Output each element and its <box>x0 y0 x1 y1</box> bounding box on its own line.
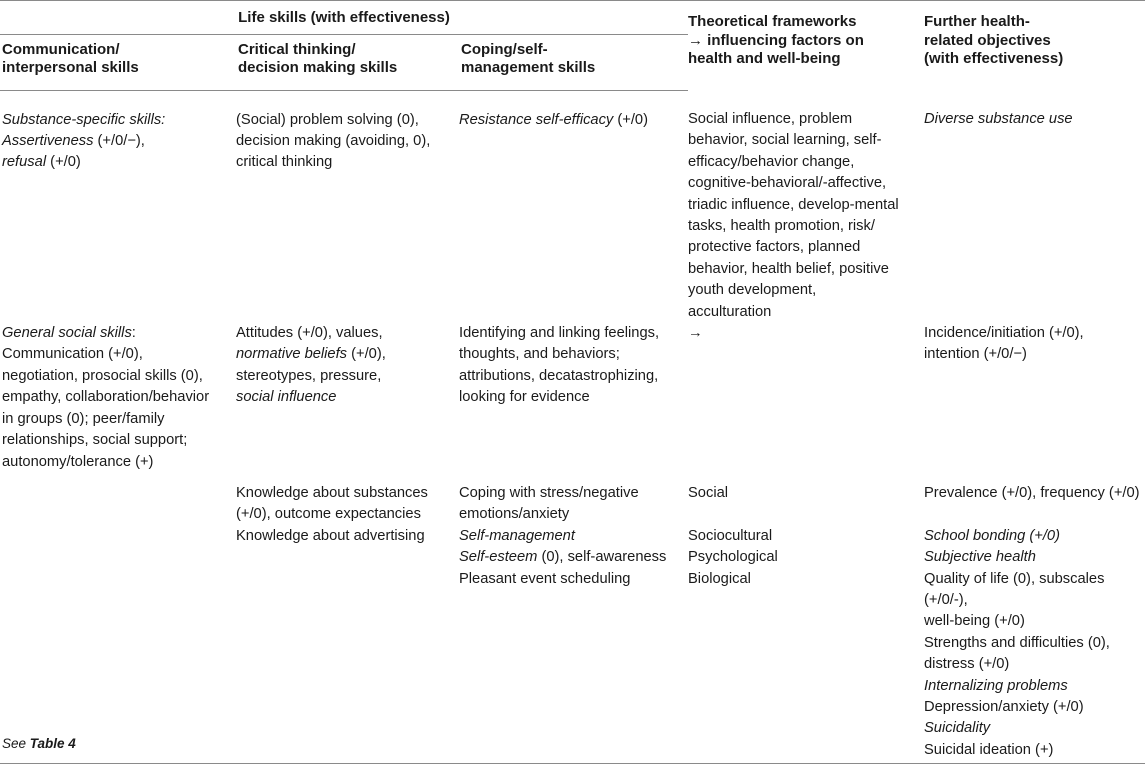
cell-text: Depression/anxiety (+/0) <box>924 698 1084 715</box>
cell-text: cognitive-behavioral/-affective, <box>688 175 887 192</box>
cell-text: emotions/anxiety <box>459 506 570 523</box>
table-footnote <box>2 736 76 752</box>
cell-text: critical thinking <box>236 154 333 171</box>
cell-text: (Social) problem solving (0), <box>236 111 419 128</box>
cell-text: triadic influence, develop-mental <box>688 196 899 213</box>
cell-text: Subjective health <box>924 549 1036 566</box>
cell-text: Internalizing problems <box>924 677 1068 694</box>
cell-critical-thinking <box>236 90 459 323</box>
cell-text: Self-management <box>459 527 575 544</box>
cell-text: Social influence, problem <box>688 111 853 127</box>
cell-text: (+/0), outcome expectancies <box>236 506 421 523</box>
cell-coping <box>459 90 688 323</box>
cell-text: Identifying and linking feelings, <box>459 325 660 342</box>
cell-text: empathy, collaboration/behavior <box>2 389 210 406</box>
cell-text: Social <box>688 484 729 501</box>
theory-header-line: → influencing factors on <box>688 31 864 49</box>
cell-text: decision making (avoiding, 0), <box>236 132 431 149</box>
cell-text: attributions, decatastrophizing, <box>459 367 659 384</box>
table-row <box>0 90 1145 323</box>
critical-thinking-header-line: decision making skills <box>238 59 398 76</box>
communication-header-line: interpersonal skills <box>2 59 139 76</box>
cell-text: Substance-specific skills: <box>2 111 166 128</box>
theory-header <box>688 1 924 91</box>
cell-text: General social skills <box>2 325 132 342</box>
cell-text: Resistance self-efficacy <box>459 111 614 128</box>
theory-header-line: health and well-being <box>688 50 841 67</box>
cell-text: Attitudes (+/0), values, <box>236 325 383 342</box>
communication-header-line: Communication/ <box>2 40 120 58</box>
cell-text: refusal <box>2 154 47 171</box>
objectives-header <box>924 1 1145 91</box>
cell-text: : <box>131 325 136 342</box>
cell-text: School bonding (+/0) <box>924 527 1060 544</box>
table-row <box>0 473 1145 764</box>
cell-text: Communication (+/0), <box>2 346 143 363</box>
cell-text: in groups (0); peer/family <box>2 410 165 427</box>
cell-text: tasks, health promotion, risk/ <box>688 218 875 235</box>
cell-text: Suicidality <box>924 720 991 737</box>
cell-text: (+/0) <box>613 111 648 128</box>
cell-objectives <box>924 90 1145 323</box>
cell-text: Knowledge about substances <box>236 484 428 501</box>
cell-theory <box>688 473 924 764</box>
spacer <box>924 504 1145 525</box>
cell-communication <box>0 90 236 323</box>
cell-text: Self-esteem <box>459 549 538 566</box>
cell-text: negotiation, prosocial skills (0), <box>2 367 203 384</box>
objectives-header-line: Further health- <box>924 13 1030 30</box>
cell-text: Quality of life (0), subscales (+/0/-), <box>924 570 1105 608</box>
cell-text: Knowledge about advertising <box>236 527 425 544</box>
cell-text: social influence <box>236 389 337 406</box>
cell-coping <box>459 473 688 764</box>
cell-text: intention (+/0/−) <box>924 346 1027 363</box>
cell-text: (0), self-awareness <box>537 549 667 566</box>
cell-text: distress (+/0) <box>924 656 1010 673</box>
objectives-header-line: (with effectiveness) <box>924 50 1064 67</box>
cell-critical-thinking <box>236 323 459 473</box>
cell-text: Coping with stress/negative <box>459 484 639 501</box>
objectives-header-line: related objectives <box>924 31 1051 49</box>
spacer <box>688 504 924 525</box>
cell-coping <box>459 323 688 473</box>
cell-text: looking for evidence <box>459 389 590 406</box>
cell-communication <box>0 323 236 473</box>
cell-text: Biological <box>688 570 751 587</box>
coping-header-line: management skills <box>461 59 596 76</box>
critical-thinking-header <box>236 34 459 90</box>
cell-text: well-being (+/0) <box>924 613 1025 630</box>
cell-text: acculturation <box>688 303 772 320</box>
cell-text: (+/0/−), <box>93 132 145 149</box>
footnote-text: See <box>2 736 30 751</box>
cell-text: (+/0) <box>46 154 81 171</box>
cell-text: stereotypes, pressure, <box>236 367 382 384</box>
cell-text: relationships, social support; <box>2 432 188 449</box>
table-reference-link[interactable]: Table 4 <box>29 736 76 751</box>
cell-text: Prevalence (+/0), frequency (+/0) <box>924 484 1140 501</box>
cell-text: youth development, <box>688 282 817 299</box>
communication-header <box>0 34 236 90</box>
cell-text: (+/0), <box>347 346 386 363</box>
cell-text: behavior, health belief, positive <box>688 260 889 277</box>
critical-thinking-header-line: Critical thinking/ <box>238 40 356 58</box>
cell-text: efficacy/behavior change, <box>688 153 855 170</box>
cell-text: Strengths and difficulties (0), <box>924 634 1110 651</box>
cell-text: Suicidal ideation (+) <box>924 741 1054 758</box>
coping-header-line: Coping/self- <box>461 40 548 58</box>
cell-theory <box>688 90 924 323</box>
coping-header <box>459 34 688 90</box>
cell-text: Diverse substance use <box>924 111 1073 127</box>
cell-theory <box>688 323 924 473</box>
cell-text: protective factors, planned <box>688 239 861 256</box>
cell-text: normative beliefs <box>236 346 348 363</box>
cell-text: Incidence/initiation (+/0), <box>924 325 1084 342</box>
cell-text: thoughts, and behaviors; <box>459 346 620 363</box>
cell-text: Pleasant event scheduling <box>459 570 631 587</box>
cell-text: Psychological <box>688 549 778 566</box>
table-row <box>0 323 1145 473</box>
cell-communication <box>0 473 236 764</box>
cell-text: autonomy/tolerance (+) <box>2 453 154 470</box>
life-skills-header-label: Life skills (with effectiveness) <box>238 9 450 26</box>
cell-text: Sociocultural <box>688 527 773 544</box>
cell-objectives <box>924 473 1145 764</box>
cell-text: → <box>688 325 703 342</box>
cell-text: behavior, social learning, self- <box>688 132 882 149</box>
cell-text: Assertiveness <box>2 132 94 149</box>
life-skills-header <box>0 1 688 35</box>
cell-objectives <box>924 323 1145 473</box>
theory-header-line: Theoretical frameworks <box>688 13 857 30</box>
cell-critical-thinking <box>236 473 459 764</box>
